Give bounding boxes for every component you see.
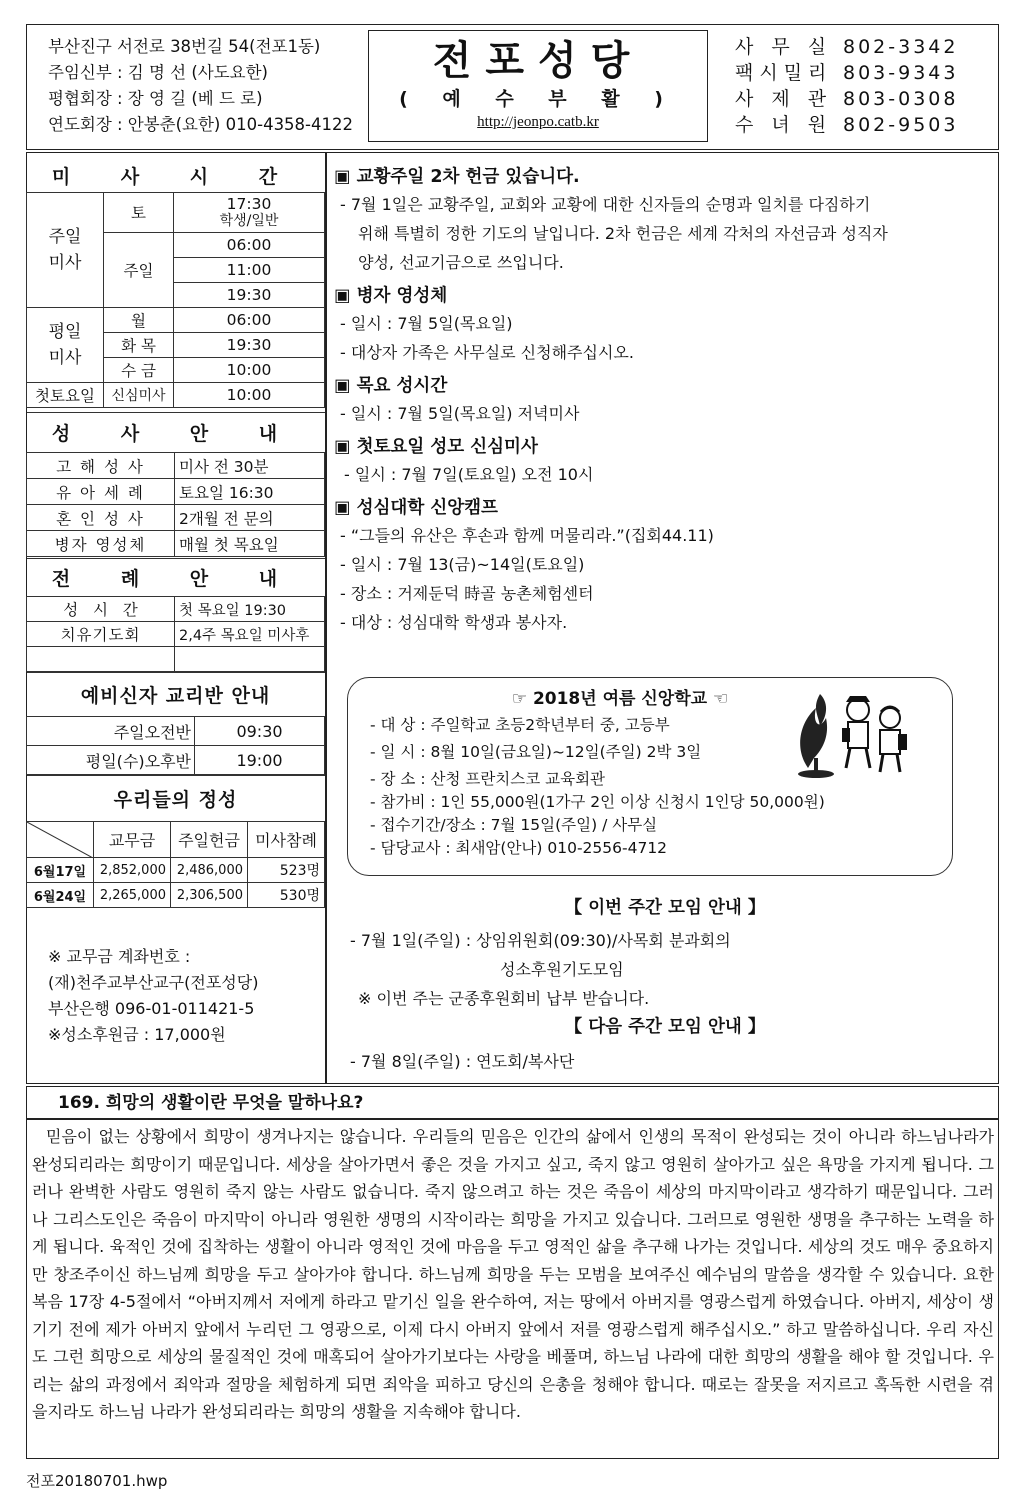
meeting-line: ※ 이번 주는 군종후원회비 납부 받습니다. bbox=[358, 989, 650, 1008]
camp-line: - 참가비 : 1인 55,000원(1가구 2인 이상 신청시 1인당 50,000원) bbox=[370, 793, 825, 811]
camp-line: - 담당교사 : 최새암(안나) 010-2556-4712 bbox=[370, 839, 668, 857]
offering-value: 2,852,000 bbox=[94, 858, 171, 883]
liturgy-table bbox=[26, 558, 325, 672]
page-title: 전포성당 bbox=[432, 37, 644, 84]
phone-row bbox=[735, 86, 958, 112]
offering-col: 미사참례 bbox=[248, 822, 325, 858]
sacrament-label: 유 아 세 례 bbox=[27, 479, 175, 505]
offering-table bbox=[26, 775, 325, 908]
saturday-label: 토 bbox=[104, 192, 174, 232]
sunday-label: 주일 bbox=[104, 232, 174, 307]
pastor: 주임신부 : 김 명 선 (사도요한) bbox=[48, 63, 268, 82]
notice-line: - 대상 : 성심대학 학생과 봉사자. bbox=[340, 613, 568, 632]
tue-thu-label: 화 목 bbox=[104, 332, 174, 357]
liturgy-label: 치유기도회 bbox=[27, 622, 175, 647]
liturgy-heading: 전 례 안 내 bbox=[27, 559, 325, 597]
offering-value: 2,265,000 bbox=[94, 883, 171, 908]
offering-date: 6월17일 bbox=[27, 858, 94, 883]
diagonal-line bbox=[27, 822, 93, 858]
offering-col: 교무금 bbox=[94, 822, 171, 858]
sunday-time: 11:00 bbox=[174, 257, 325, 282]
camp-title: ☞ 2018년 여름 신앙학교 ☜ bbox=[511, 689, 729, 709]
notice-line: - 일시 : 7월 7일(토요일) 오전 10시 bbox=[344, 465, 594, 484]
camp-line: - 대 상 : 주일학교 초등2학년부터 중, 고등부 bbox=[370, 716, 670, 734]
phone-row bbox=[735, 34, 958, 60]
saturday-time: 17:30 학생/일반 bbox=[174, 192, 325, 232]
liturgy-label: 성 시 간 bbox=[27, 597, 175, 622]
region-president: 연도회장 : 안봉춘(요한) 010-4358-4122 bbox=[48, 115, 354, 134]
sacrament-value: 토요일 16:30 bbox=[175, 479, 325, 505]
mass-heading: 미 사 시 간 bbox=[27, 159, 325, 192]
first-saturday-label: 첫토요일 bbox=[27, 382, 104, 407]
title-box bbox=[368, 30, 708, 142]
page-subtitle: ( 예 수 부 활 ) bbox=[399, 88, 677, 110]
site-link[interactable]: http://jeonpo.catb.kr bbox=[477, 114, 599, 130]
notices bbox=[334, 164, 994, 637]
sacrament-label: 혼 인 성 사 bbox=[27, 505, 175, 531]
phone-label: 수 녀 원 bbox=[735, 114, 833, 136]
council-president: 평협회장 : 장 영 길 (베 드 로) bbox=[48, 89, 263, 108]
phone-number: 802-9503 bbox=[843, 114, 959, 136]
phone-row bbox=[735, 60, 958, 86]
account-line: (재)천주교부산교구(전포성당) bbox=[48, 973, 259, 992]
notice-line: - 일시 : 7월 5일(목요일) 저녁미사 bbox=[340, 404, 580, 423]
sacrament-label: 고 해 성 사 bbox=[27, 453, 175, 479]
class-time: 09:30 bbox=[195, 717, 325, 746]
camp-line: - 일 시 : 8월 10일(금요일)~12일(주일) 2박 3일 bbox=[370, 743, 702, 761]
sacrament-heading: 성 사 안 내 bbox=[27, 413, 325, 453]
first-saturday-time: 10:00 bbox=[174, 382, 325, 407]
account-info bbox=[48, 944, 258, 1048]
weekday-mass-label: 평일 미사 bbox=[27, 307, 104, 382]
this-week-heading: 【 이번 주간 모임 안내 】 bbox=[564, 898, 766, 918]
sacrament-label: 병자 영성체 bbox=[27, 531, 175, 557]
file-name: 전포20180701.hwp bbox=[26, 1472, 168, 1490]
catechumen-table bbox=[26, 672, 325, 775]
catechism-body: 믿음이 없는 상황에서 희망이 생겨나지는 않습니다. 우리들의 믿음은 인간의 삶에서 인생의 목적이 완성되는 것이 아니라 하느님나라가 완성되리라는 희망이기 때문입니다. 세상을 살아가면서 좋은 것을 가지고 싶고, 죽지 않고 영원히 살아가고 싶은 욕망을 가지게 됩니다. 그러나 완벽한 사람도 영원히 죽지 않는 사람도 없습니다. 죽지 않으려고 하는 것은 죽음이 세상의 마지막이라고 생각하기 때문입니다. 그러나 그리스도인은 죽음이 마지막이 아니라 영원한 생명의 시작이라는 희망을 가지고 있습니다. 그러므로 영원한 생명을 추구하는 노력을 하게 됩니다. 육적인 것에 집착하는 생활이 아니라 영적인 것에 마음을 두고 영적인 삶을 추구해 나가는 것입니다. 세상의 것도 매우 중요하지만 창조주이신 하느님께 희망을 두고 살아가야 합니다. 하느님께 희망을 두는 모범을 보여주신 예수님의 말씀을 생각할 수 있습니다. 요한복음 17장 4-5절에서 “아버지께서 저에게 하라고 맡기신 일을 완수하여, 저는 땅에서 아버지를 영광스럽게 하였습니다. 아버지, 세상이 생기기 전에 제가 아버지 앞에서 누리던 그 영광으로, 이제 다시 아버지 앞에서 저를 영광스럽게 해주십시오.” 하고 말씀하십니다. 우리 자신도 그런 희망으로 세상의 물질적인 것에 매혹되어 살아가기보다는 사랑을 베풀며, 하느님 나라에 대한 희망의 생활을 해야 할 것입니다. 우리는 삶의 과정에서 죄악과 절망을 체험하게 되면 죄악을 피하고 당신의 은총을 청해야 합니다. 때로는 잘못을 저지르고 혹독한 시련을 겪을지라도 하느님 나라가 완성되리라는 희망의 생활을 지속해야 합니다. bbox=[32, 1127, 994, 1421]
account-line: ※ 교무금 계좌번호 : bbox=[48, 947, 191, 966]
class-time: 19:00 bbox=[195, 746, 325, 775]
class-label: 주일오전반 bbox=[27, 717, 195, 746]
wed-fri-time: 10:00 bbox=[174, 357, 325, 382]
notice-line: - 7월 1일은 교황주일, 교회와 교황에 대한 신자들의 순명과 일치를 다짐하기 bbox=[340, 195, 871, 214]
phone-row bbox=[735, 112, 958, 138]
catechumen-heading: 예비신자 교리반 안내 bbox=[27, 673, 325, 717]
notice-title: ▣ 교황주일 2차 헌금 있습니다. bbox=[334, 167, 580, 187]
mass-table bbox=[26, 159, 325, 408]
notice-line: - 대상자 가족은 사무실로 신청해주십시오. bbox=[340, 343, 634, 362]
notice-title: ▣ 병자 영성체 bbox=[334, 286, 448, 306]
notice-title: ▣ 성심대학 신앙캠프 bbox=[334, 498, 498, 518]
sacrament-value: 2개월 전 문의 bbox=[175, 505, 325, 531]
phone-label: 사 무 실 bbox=[735, 36, 833, 58]
account-line: 부산은행 096-01-011421-5 bbox=[48, 999, 255, 1018]
notice-line: - 장소 : 거제둔덕 時골 농촌체험센터 bbox=[340, 584, 594, 603]
next-week-heading: 【 다음 주간 모임 안내 】 bbox=[564, 1017, 766, 1037]
sunday-time: 19:30 bbox=[174, 282, 325, 307]
wed-fri-label: 수 금 bbox=[104, 357, 174, 382]
address: 부산진구 서전로 38번길 54(전포1동) bbox=[48, 37, 321, 56]
tue-thu-time: 19:30 bbox=[174, 332, 325, 357]
offering-value: 523명 bbox=[248, 858, 325, 883]
sunday-mass-label: 주일 미사 bbox=[27, 192, 104, 307]
account-line: ※성소후원금 : 17,000원 bbox=[48, 1025, 226, 1044]
camp-line: - 장 소 : 산청 프란치스코 교육회관 bbox=[370, 770, 606, 788]
liturgy-value: 첫 목요일 19:30 bbox=[175, 597, 325, 622]
children-walking-icon bbox=[786, 688, 918, 780]
notice-line: 양성, 선교기금으로 쓰입니다. bbox=[358, 253, 564, 272]
camp-line: - 접수기간/장소 : 7월 15일(주일) / 사무실 bbox=[370, 816, 658, 834]
phone-label: 사 제 관 bbox=[735, 88, 833, 110]
offering-col: 주일헌금 bbox=[171, 822, 248, 858]
phone-number: 802-3342 bbox=[843, 36, 959, 58]
sacrament-table bbox=[26, 412, 325, 557]
offering-corner bbox=[27, 822, 94, 858]
offering-value: 530명 bbox=[248, 883, 325, 908]
liturgy-value: 2,4주 목요일 미사후 bbox=[175, 622, 325, 647]
phone-number: 803-0308 bbox=[843, 88, 959, 110]
phone-label: 팩시밀리 bbox=[735, 62, 833, 84]
meeting-line: - 7월 8일(주일) : 연도회/복사단 bbox=[350, 1052, 575, 1071]
phone-list bbox=[735, 34, 958, 138]
header-info bbox=[48, 34, 353, 138]
notice-line: - 일시 : 7월 5일(목요일) bbox=[340, 314, 513, 333]
sacrament-value: 매월 첫 목요일 bbox=[175, 531, 325, 557]
offering-date: 6월24일 bbox=[27, 883, 94, 908]
sacrament-value: 미사 전 30분 bbox=[175, 453, 325, 479]
meetings bbox=[340, 894, 990, 1076]
notice-line: - 일시 : 7월 13(금)~14일(토요일) bbox=[340, 555, 585, 574]
offering-value: 2,486,000 bbox=[171, 858, 248, 883]
catechism-title: 169. 희망의 생활이란 무엇을 말하나요? bbox=[58, 1093, 364, 1113]
notice-title: ▣ 목요 성시간 bbox=[334, 376, 448, 396]
notice-title: ▣ 첫토요일 성모 신심미사 bbox=[334, 437, 538, 457]
notice-line: 위해 특별히 정한 기도의 날입니다. 2차 헌금은 세계 각처의 자선금과 성직자 bbox=[358, 224, 888, 243]
monday-time: 06:00 bbox=[174, 307, 325, 332]
meeting-line: 성소후원기도모임 bbox=[500, 960, 624, 979]
monday-label: 월 bbox=[104, 307, 174, 332]
offering-value: 2,306,500 bbox=[171, 883, 248, 908]
class-label: 평일(수)오후반 bbox=[27, 746, 195, 775]
offering-heading: 우리들의 정성 bbox=[27, 776, 325, 822]
sunday-time: 06:00 bbox=[174, 232, 325, 257]
first-saturday-type: 신심미사 bbox=[104, 382, 174, 407]
phone-number: 803-9343 bbox=[843, 62, 959, 84]
notice-line: - “그들의 유산은 후손과 함께 머물리라.”(집회44.11) bbox=[340, 526, 714, 545]
meeting-line: - 7월 1일(주일) : 상임위원회(09:30)/사목회 분과회의 bbox=[350, 931, 731, 950]
column-divider bbox=[325, 152, 327, 1084]
